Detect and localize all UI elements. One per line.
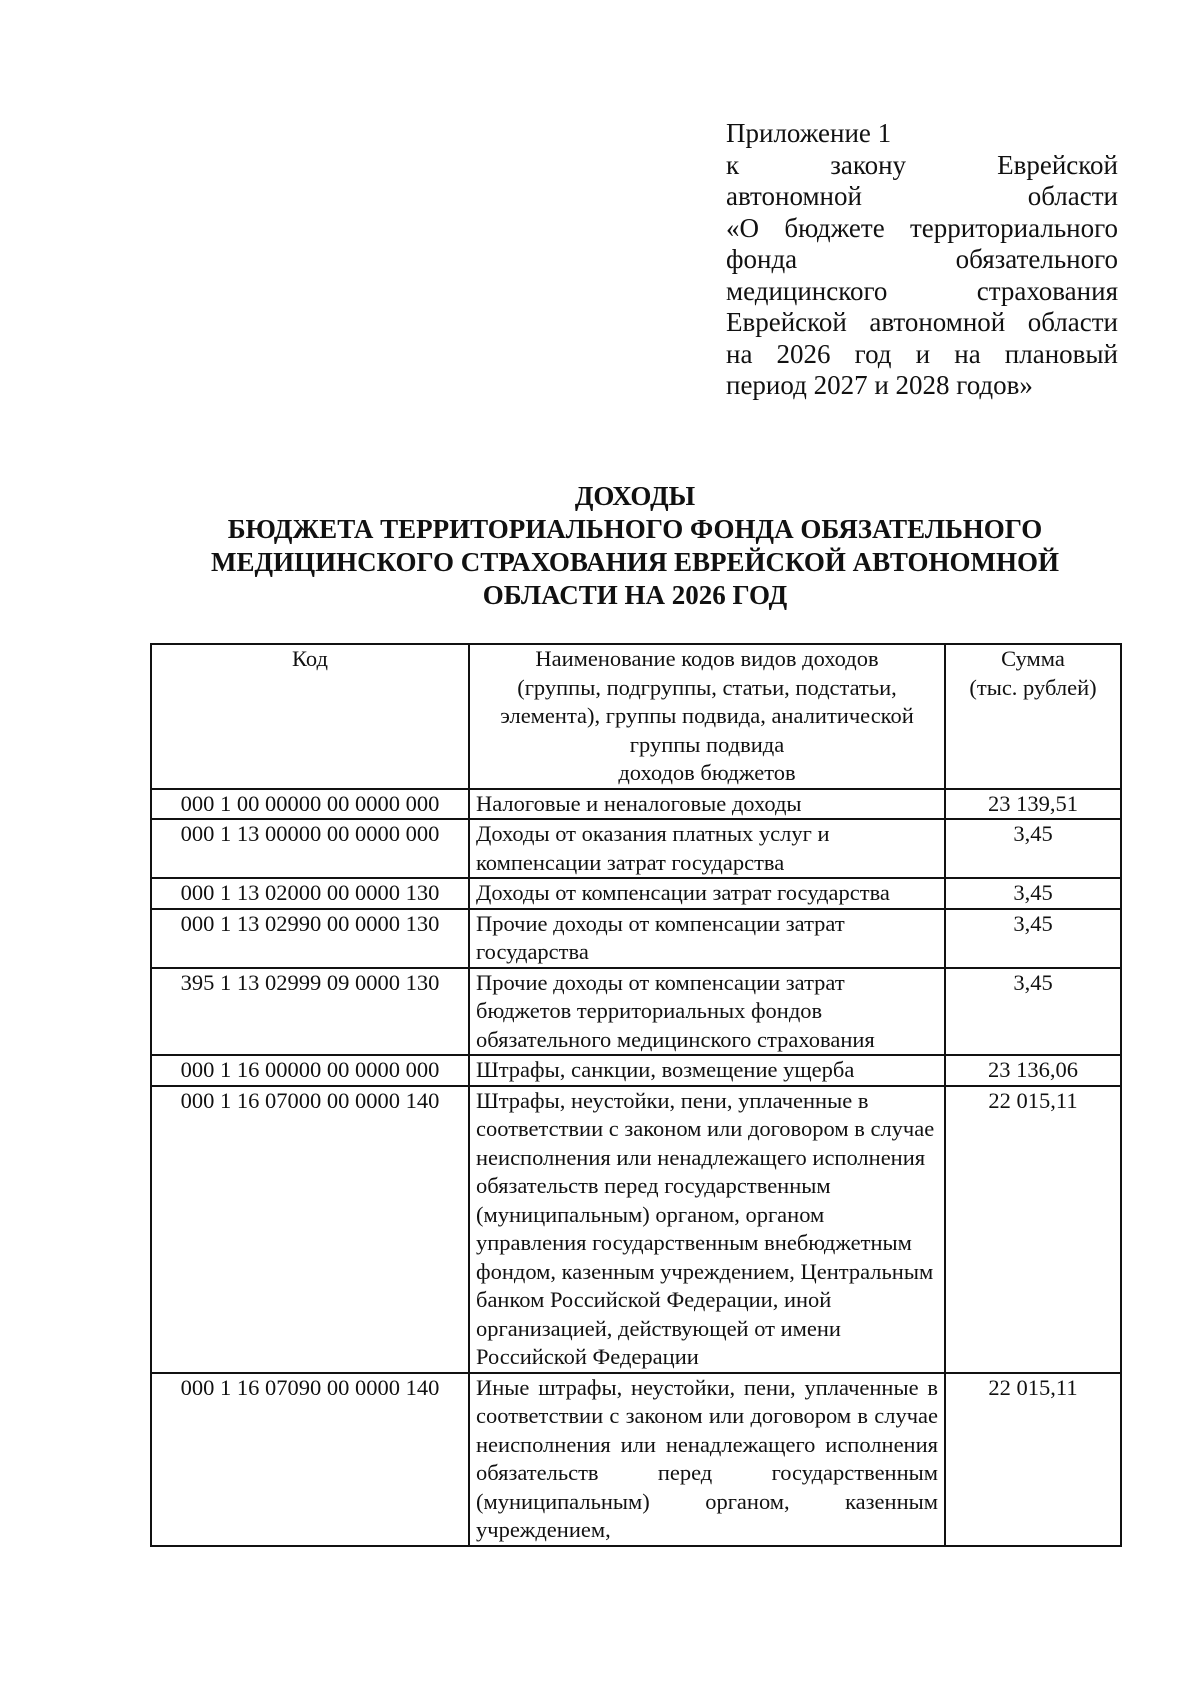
header-code: Код — [151, 644, 469, 789]
header-sum-line: (тыс. рублей) — [969, 674, 1097, 700]
title-line: МЕДИЦИНСКОГО СТРАХОВАНИЯ ЕВРЕЙСКОЙ АВТОНОМНОЙ — [211, 547, 1059, 577]
table-row — [151, 1373, 1121, 1546]
appendix-line: медицинского страхования — [726, 275, 1118, 306]
row-sum: 3,45 — [945, 909, 1121, 968]
row-code: 000 1 13 02990 00 0000 130 — [151, 909, 469, 968]
row-code: 000 1 16 00000 00 0000 000 — [151, 1055, 469, 1086]
row-sum: 3,45 — [945, 819, 1121, 878]
header-name-line: группы подвида — [629, 731, 785, 757]
table-row — [151, 909, 1121, 968]
appendix-line: фонда обязательного — [726, 244, 1118, 274]
row-sum: 23 136,06 — [945, 1055, 1121, 1086]
income-table — [150, 643, 1122, 1547]
row-sum: 23 139,51 — [945, 789, 1121, 820]
table-row — [151, 789, 1121, 820]
table-row — [151, 819, 1121, 878]
row-code: 000 1 13 00000 00 0000 000 — [151, 819, 469, 878]
header-name — [469, 644, 945, 789]
appendix-line: «О бюджете территориального — [726, 212, 1118, 243]
title-line: ОБЛАСТИ НА 2026 ГОД — [482, 580, 788, 610]
row-code: 000 1 16 07000 00 0000 140 — [151, 1086, 469, 1373]
row-name: Прочие доходы от компенсации затрат государства — [469, 909, 945, 968]
appendix-line: период 2027 и 2028 годов» — [726, 370, 1033, 400]
header-name-line: доходов бюджетов — [618, 760, 796, 785]
table-row — [151, 878, 1121, 909]
row-name: Прочие доходы от компенсации затрат бюджетов территориальных фондов обязательного медицинского страхования — [469, 968, 945, 1056]
row-name: Налоговые и неналоговые доходы — [469, 789, 945, 820]
header-name-line: Наименование кодов видов доходов — [535, 646, 879, 671]
row-name: Иные штрафы, неустойки, пени, уплаченные в соответствии с законом или договором в случае неисполнения или ненадлежащего исполнения обязательств перед государственным (муниципальным) органом, казенным учреждением, — [469, 1373, 945, 1546]
appendix-line: Еврейской автономной области — [726, 307, 1118, 337]
row-code: 000 1 00 00000 00 0000 000 — [151, 789, 469, 820]
appendix-line: Приложение 1 — [726, 118, 892, 148]
header-name-line: элемента), группы подвида, аналитической — [500, 703, 914, 728]
appendix-block — [726, 118, 1118, 402]
row-sum: 3,45 — [945, 878, 1121, 909]
table-row — [151, 1055, 1121, 1086]
table-row — [151, 968, 1121, 1056]
row-sum: 22 015,11 — [945, 1373, 1121, 1546]
table-row — [151, 1086, 1121, 1373]
document-title — [150, 480, 1120, 612]
title-line: БЮДЖЕТА ТЕРРИТОРИАЛЬНОГО ФОНДА ОБЯЗАТЕЛЬНОГО — [227, 514, 1043, 544]
row-code: 000 1 13 02000 00 0000 130 — [151, 878, 469, 909]
appendix-line: к закону Еврейской — [726, 149, 1118, 180]
row-sum: 22 015,11 — [945, 1086, 1121, 1373]
header-sum — [945, 644, 1121, 789]
table-header-row — [151, 644, 1121, 789]
row-name: Штрафы, санкции, возмещение ущерба — [469, 1055, 945, 1086]
header-name-line: (группы, подгруппы, статьи, подстатьи, — [517, 674, 897, 700]
row-code: 000 1 16 07090 00 0000 140 — [151, 1373, 469, 1546]
row-sum: 3,45 — [945, 968, 1121, 1056]
appendix-line: на 2026 год и на плановый — [726, 338, 1118, 369]
header-sum-line: Сумма — [1001, 646, 1065, 671]
row-code: 395 1 13 02999 09 0000 130 — [151, 968, 469, 1056]
row-name: Доходы от компенсации затрат государства — [469, 878, 945, 909]
appendix-line: автономной области — [726, 181, 1118, 211]
title-line: ДОХОДЫ — [574, 481, 696, 511]
row-name: Штрафы, неустойки, пени, уплаченные в соответствии с законом или договором в случае неисполнения или ненадлежащего исполнения обязательств перед государственным (муниципальным) органом, органом управления государственным внебюджетным фондом, казенным учреждением, Центральным банком Российской Федерации, иной организацией, действующей от имени Российской Федерации — [469, 1086, 945, 1373]
row-name: Доходы от оказания платных услуг и компенсации затрат государства — [469, 819, 945, 878]
